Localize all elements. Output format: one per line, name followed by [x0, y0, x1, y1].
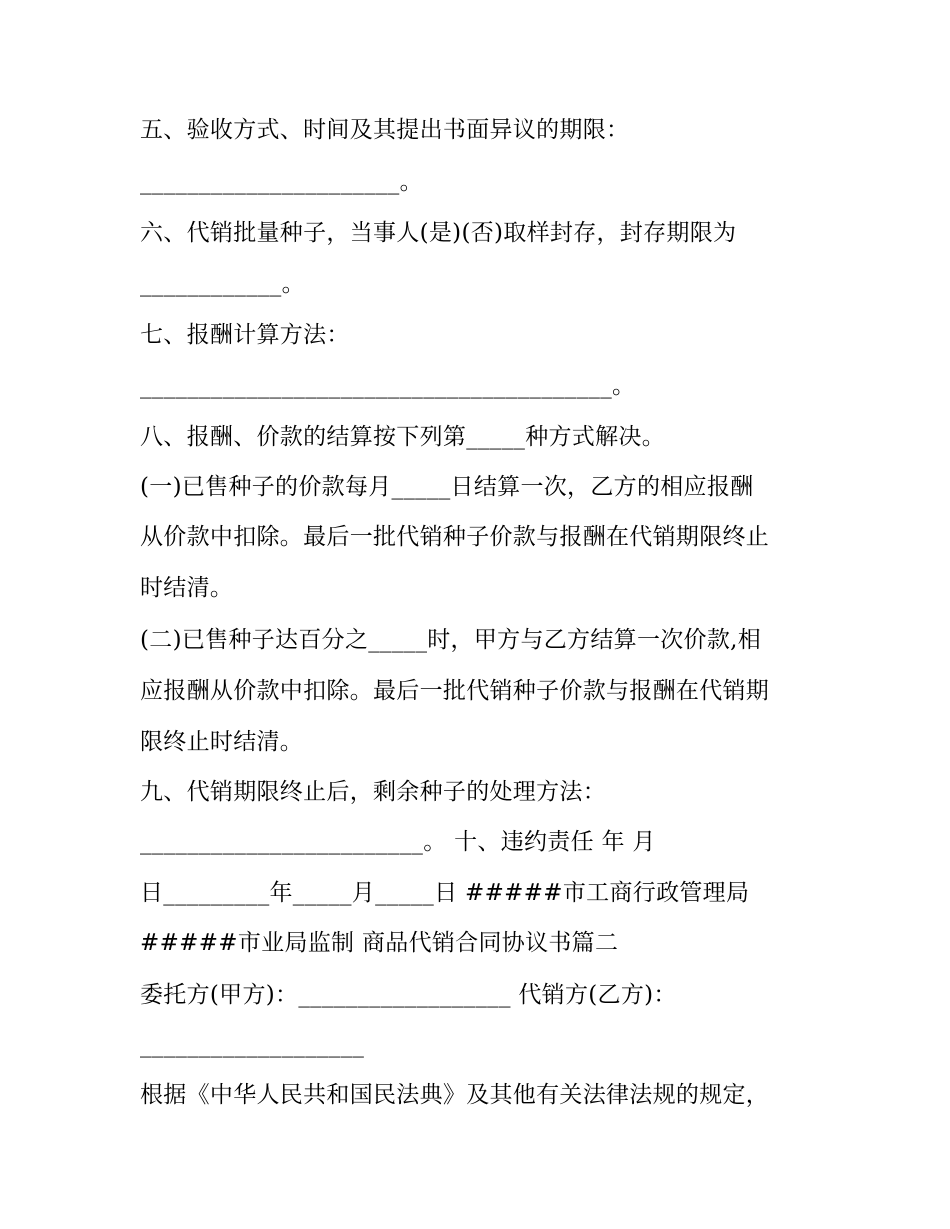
clause-8-option-1-line-3: 时结清。	[140, 575, 234, 601]
date-and-authority-line: 日_________年_____月_____日 #####市工商行政管理局	[140, 880, 750, 906]
parties-line: 委托方(甲方)：__________________ 代销方(乙方)：	[140, 982, 677, 1008]
clause-8-heading: 八、报酬、价款的结算按下列第_____种方式解决。	[140, 424, 665, 450]
clause-6-text: 六、代销批量种子，当事人(是)(否)取样封存，封存期限为	[140, 220, 737, 246]
clause-7-heading: 七、报酬计算方法：	[140, 322, 350, 348]
clause-5-heading: 五、验收方式、时间及其提出书面异议的期限：	[140, 117, 630, 143]
legal-basis-line: 根据《中华人民共和国民法典》及其他有关法律法规的规定，	[140, 1082, 770, 1108]
clause-8-option-2-line-3: 限终止时结清。	[140, 729, 304, 755]
supervision-and-contract-title: #####市业局监制 商品代销合同协议书篇二	[140, 930, 619, 956]
clause-8-option-2-line-1: (二)已售种子达百分之_____时，甲方与乙方结算一次价款,相	[140, 627, 762, 653]
clause-8-option-1-line-1: (一)已售种子的价款每月_____日结算一次，乙方的相应报酬	[140, 474, 754, 500]
clause-5-blank: ______________________。	[140, 169, 423, 195]
party-b-blank: ___________________	[140, 1032, 365, 1058]
clause-9-heading: 九、代销期限终止后，剩余种子的处理方法：	[140, 779, 606, 805]
clause-7-blank: ________________________________________。	[140, 373, 636, 399]
clause-8-option-1-line-2: 从价款中扣除。最后一批代销种子价款与报酬在代销期限终止	[140, 524, 770, 550]
clause-9-blank-and-clause-10: ________________________。 十、违约责任 年 月	[140, 829, 656, 855]
clause-6-blank: ____________。	[140, 271, 305, 297]
clause-8-option-2-line-2: 应报酬从价款中扣除。最后一批代销种子价款与报酬在代销期	[140, 678, 770, 704]
